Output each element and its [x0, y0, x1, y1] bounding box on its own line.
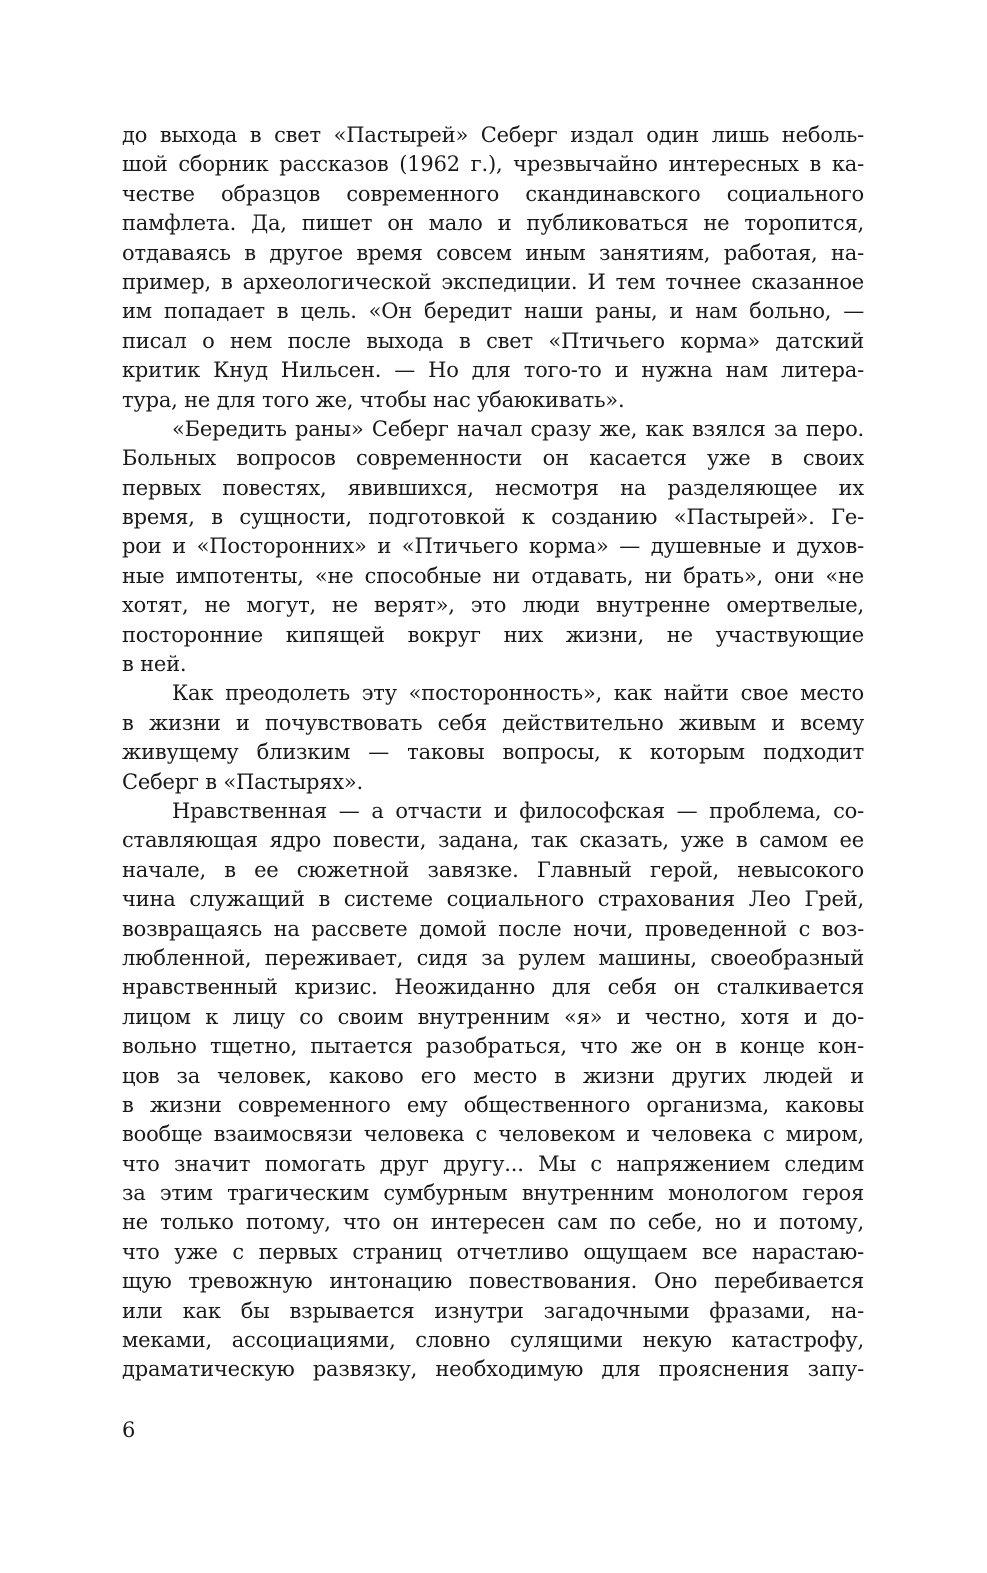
text-line: «Бередить раны» Себерг начал сразу же, как взялся за перо.	[172, 416, 864, 441]
text-line: нравственный кризис. Неожиданно для себя он сталкивается	[122, 975, 864, 1000]
body-text	[122, 121, 864, 1385]
text-line: пример, в археологической экспедиции. И тем точнее сказанное	[122, 269, 864, 294]
text-line: в жизни современного ему общественного организма, каковы	[122, 1092, 864, 1117]
text-line: до выхода в свет «Пастырей» Себерг издал один лишь неболь-	[122, 123, 864, 147]
text-line: хотят, не могут, не верят», это люди внутренне омертвелые,	[122, 593, 864, 618]
text-line: ставляющая ядро повести, задана, так сказать, уже в самом ее	[122, 828, 864, 853]
page-number: 6	[122, 1418, 136, 1442]
text-line: чина служащий в системе социального страхования Лео Грей,	[122, 887, 864, 912]
text-line: писал о нем после выхода в свет «Птичьего корма» датский	[122, 328, 864, 353]
text-line: им попадает в цель. «Он бередит наши раны, и нам больно, —	[122, 299, 864, 324]
text-line: возвращаясь на рассвете домой после ночи, проведенной с воз-	[122, 916, 864, 941]
text-line: ные импотенты, «не способные ни отдавать, ни брать», они «не	[122, 563, 864, 588]
text-line: вообще взаимосвязи человека с человеком и человека с миром,	[122, 1122, 864, 1147]
text-line: что значит помогать друг другу... Мы с напряжением следим	[122, 1151, 864, 1176]
text-line: Себерг в «Пастырях».	[122, 769, 364, 794]
text-line: не только потому, что он интересен сам по себе, но и потому,	[122, 1210, 864, 1235]
text-line: вольно тщетно, пытается разобраться, что же он в конце кон-	[122, 1034, 864, 1059]
text-line: или как бы взрывается изнутри загадочными фразами, на-	[122, 1298, 864, 1323]
text-line: драматическую развязку, необходимую для прояснения запу-	[122, 1357, 864, 1382]
paragraph	[122, 679, 864, 797]
paragraph	[122, 415, 864, 680]
text-line: меками, ассоциациями, словно сулящими некую катастрофу,	[122, 1328, 864, 1353]
text-line: отдаваясь в другое время совсем иным занятиям, работая, на-	[122, 240, 864, 265]
text-line: любленной, переживает, сидя за рулем машины, своеобразный	[122, 945, 864, 970]
text-line: цов за человек, каково его место в жизни других людей и	[122, 1063, 864, 1088]
text-line: Нравственная — а отчасти и философская — проблема, со-	[172, 798, 864, 823]
text-line: первых повестях, явившихся, несмотря на разделяющее их	[122, 475, 864, 500]
text-line: в ней.	[122, 652, 187, 677]
text-line: памфлета. Да, пишет он мало и публиковаться не торопится,	[122, 211, 864, 236]
text-line: за этим трагическим сумбурным внутренним монологом героя	[122, 1181, 864, 1206]
text-line: честве образцов современного скандинавского социального	[122, 181, 864, 206]
text-line: рои и «Посторонних» и «Птичьего корма» — душевные и духов-	[122, 534, 864, 559]
text-line: щую тревожную интонацию повествования. Оно перебивается	[122, 1269, 864, 1294]
text-line: Больных вопросов современности он касается уже в своих	[122, 446, 864, 471]
text-line: живущему близким — таковы вопросы, к которым подходит	[122, 740, 864, 765]
paragraph	[122, 797, 864, 1385]
text-line: лицом к лицу со своим внутренним «я» и честно, хотя и до-	[122, 1004, 864, 1029]
text-line: шой сборник рассказов (1962 г.), чрезвычайно интересных в ка-	[122, 152, 864, 177]
text-line: что уже с первых страниц отчетливо ощущаем все нарастаю-	[122, 1239, 864, 1264]
text-line: посторонние кипящей вокруг них жизни, не участвующие	[122, 622, 864, 647]
text-line: Как преодолеть эту «посторонность», как найти свое место	[172, 681, 864, 706]
text-line: критик Кнуд Нильсен. — Но для того-то и нужна нам литера-	[122, 358, 864, 383]
text-line: тура, не для того же, чтобы нас убаюкивать».	[122, 387, 625, 412]
text-line: начале, в ее сюжетной завязке. Главный герой, невысокого	[122, 857, 864, 882]
text-line: время, в сущности, подготовкой к созданию «Пастырей». Ге-	[122, 505, 864, 530]
text-line: в жизни и почувствовать себя действительно живым и всему	[122, 710, 864, 735]
paragraph	[122, 121, 864, 415]
